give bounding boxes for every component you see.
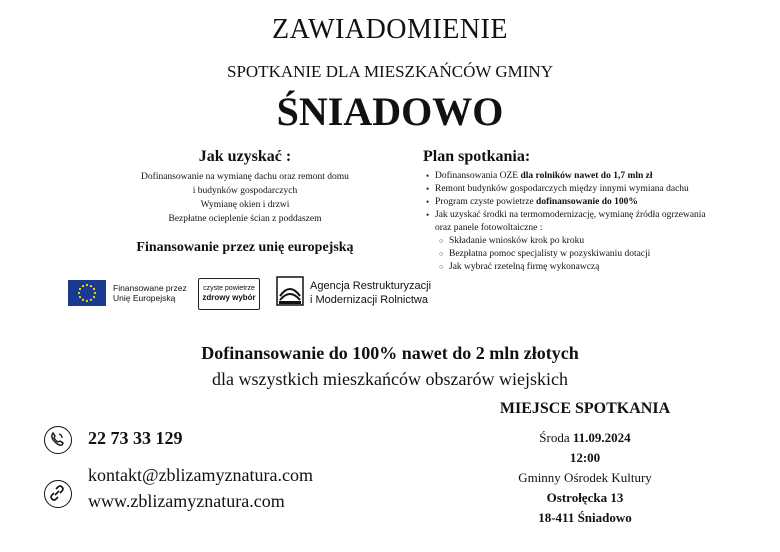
venue-place: Gminny Ośrodek Kultury <box>518 470 652 485</box>
cp-logo-line: zdrowy wybór <box>202 293 256 302</box>
website-link[interactable]: www.zblizamyznatura.com <box>88 491 285 511</box>
plan-list <box>423 170 723 274</box>
plan-item-text: Remont budynków gospodarczych między innymi wymiana dachu <box>435 184 689 194</box>
eu-funding-heading: Finansowanie przez unię europejską <box>136 240 354 255</box>
plan-item-bold: dla rolników nawet do 1,7 mln zł <box>520 171 653 181</box>
eu-logo-line: Unię Europejską <box>113 293 176 303</box>
venue-day: Środa <box>539 430 573 445</box>
town-name: ŚNIADOWO <box>276 89 504 134</box>
plan-item-bold: dofinansowanie do 100% <box>536 197 638 207</box>
plan-subitem: ○ Składanie wniosków krok po kroku <box>449 235 723 248</box>
phone-number[interactable]: 22 73 33 129 <box>88 428 183 448</box>
venue-date: 11.09.2024 <box>572 430 631 445</box>
plan-item <box>435 196 723 209</box>
plan-heading: Plan spotkania: <box>423 148 531 165</box>
how-line: Bezpłatne ocieplenie ścian z poddaszem <box>168 214 322 224</box>
how-line: Wymianę okien i drzwi <box>200 200 290 210</box>
venue-section <box>470 400 700 528</box>
plan-subitem: ○ Jak wybrać rzetelną firmę wykonawczą <box>449 261 723 274</box>
link-icon <box>44 480 72 508</box>
venue-city: 18-411 Śniadowo <box>538 510 632 525</box>
plan-item-text: Dofinansowania OZE <box>435 171 521 181</box>
plan-item-text: Jak uzyskać środki na termomodernizację, wymianę źródła ogrzewania oraz panele fotowoltaiczne : <box>435 210 706 233</box>
how-line: Dofinansowanie na wymianę dachu oraz remont domu <box>141 172 349 182</box>
venue-time: 12:00 <box>569 450 601 465</box>
clean-air-logo <box>198 278 260 310</box>
how-heading: Jak uzyskać : <box>198 148 292 165</box>
plan-item <box>435 209 723 274</box>
plan-sublist <box>435 235 723 274</box>
eu-logo-line: Finansowane przez <box>113 283 187 293</box>
phone-icon <box>44 426 72 454</box>
how-line: i budynków gospodarczych <box>192 186 298 196</box>
arimr-logo-icon <box>276 276 304 306</box>
notice-title: ZAWIADOMIENIE <box>272 14 508 45</box>
eu-logo-text <box>113 283 187 303</box>
plan-item-text: Program czyste powietrze <box>435 197 537 207</box>
email-link[interactable]: kontakt@zblizamyznatura.com <box>88 465 313 485</box>
eu-flag-icon <box>68 280 106 306</box>
plan-subitem: ○ Bezpłatna pomoc specjalisty w pozyskiwaniu dotacji <box>449 248 723 261</box>
arimr-logo-text <box>310 279 431 307</box>
how-section <box>95 148 395 226</box>
arimr-line: i Modernizacji Rolnictwa <box>310 294 428 306</box>
venue-date-line <box>470 428 700 448</box>
venue-heading: MIEJSCE SPOTKANIA <box>499 400 671 417</box>
meeting-plan <box>423 148 723 274</box>
funding-headline: Dofinansowanie do 100% nawet do 2 mln złotych <box>201 343 579 363</box>
cp-logo-line: czyste powietrze <box>203 285 255 292</box>
funding-subline: dla wszystkich mieszkańców obszarów wiejskich <box>212 369 568 389</box>
arimr-line: Agencja Restrukturyzacji <box>310 280 432 292</box>
plan-item <box>435 183 723 196</box>
venue-street: Ostrołęcka 13 <box>546 490 624 505</box>
plan-item <box>435 170 723 183</box>
notice-subtitle: SPOTKANIE DLA MIESZKAŃCÓW GMINY <box>227 62 553 81</box>
